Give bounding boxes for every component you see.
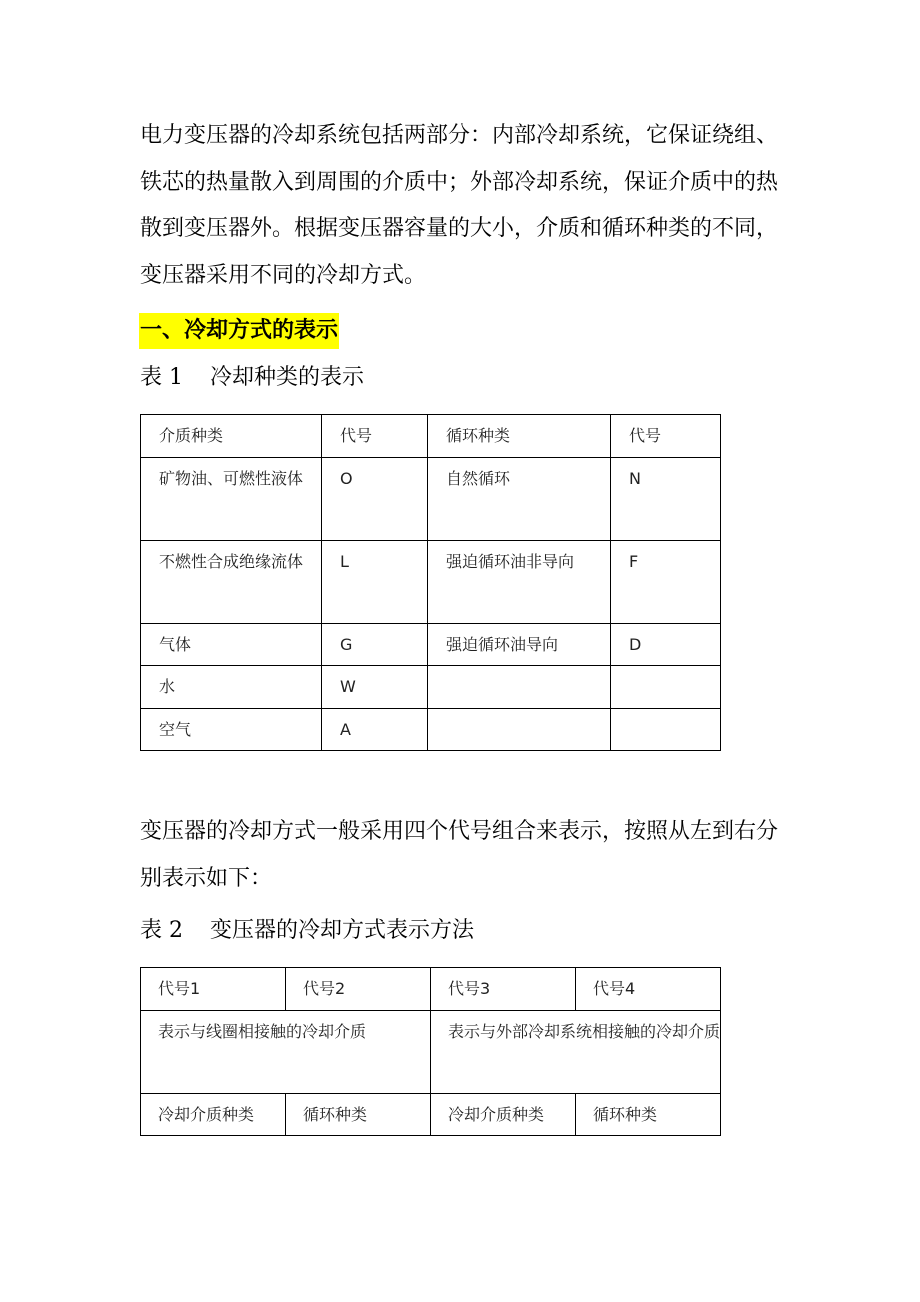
table-cell: G bbox=[322, 623, 428, 666]
section-heading: 一、冷却方式的表示 bbox=[139, 313, 339, 349]
table-cell bbox=[611, 666, 721, 709]
representation-paragraph: 变压器的冷却方式一般采用四个代号组合来表示，按照从左到右分别表示如下： bbox=[140, 819, 779, 891]
table-cell: 强迫循环油非导向 bbox=[428, 540, 611, 623]
header-cell: 代号 bbox=[611, 415, 721, 458]
table-row bbox=[141, 1010, 721, 1093]
kind-cell: 循环种类 bbox=[286, 1093, 431, 1136]
table-row bbox=[141, 623, 721, 666]
table-cell bbox=[611, 708, 721, 751]
table-cell: F bbox=[611, 540, 721, 623]
table-cell: 矿物油、可燃性液体 bbox=[141, 457, 322, 540]
table-cell bbox=[428, 708, 611, 751]
table1-caption-number: 表 1 bbox=[140, 365, 183, 390]
table-header-row bbox=[141, 415, 721, 458]
table-row bbox=[141, 1093, 721, 1136]
table-cell: O bbox=[322, 457, 428, 540]
table1-caption-title: 冷却种类的表示 bbox=[210, 365, 365, 390]
table-row bbox=[141, 666, 721, 709]
table-cell: W bbox=[322, 666, 428, 709]
table1-caption bbox=[140, 363, 364, 393]
header-cell: 介质种类 bbox=[141, 415, 322, 458]
kind-cell: 循环种类 bbox=[576, 1093, 721, 1136]
table-row bbox=[141, 708, 721, 751]
code-cell: 代号1 bbox=[141, 968, 286, 1011]
table-cell: 空气 bbox=[141, 708, 322, 751]
table-cell: 水 bbox=[141, 666, 322, 709]
table-row bbox=[141, 540, 721, 623]
table-cell: 气体 bbox=[141, 623, 322, 666]
table-row bbox=[141, 457, 721, 540]
table2-caption-number: 表 2 bbox=[140, 918, 183, 943]
table2-caption bbox=[140, 916, 474, 946]
table-header-row bbox=[141, 968, 721, 1011]
kind-cell: 冷却介质种类 bbox=[141, 1093, 286, 1136]
code-cell: 代号4 bbox=[576, 968, 721, 1011]
table-cell: 自然循环 bbox=[428, 457, 611, 540]
table-cell: 不燃性合成绝缘流体 bbox=[141, 540, 322, 623]
group-cell: 表示与外部冷却系统相接触的冷却介质 bbox=[431, 1010, 721, 1093]
table-cell: A bbox=[322, 708, 428, 751]
header-cell: 代号 bbox=[322, 415, 428, 458]
table2-caption-title: 变压器的冷却方式表示方法 bbox=[210, 918, 475, 943]
group-cell: 表示与线圈相接触的冷却介质 bbox=[141, 1010, 431, 1093]
header-cell: 循环种类 bbox=[428, 415, 611, 458]
cooling-type-table bbox=[140, 414, 721, 751]
table-cell: 强迫循环油导向 bbox=[428, 623, 611, 666]
table-cell bbox=[428, 666, 611, 709]
table-cell: L bbox=[322, 540, 428, 623]
table-cell: N bbox=[611, 457, 721, 540]
kind-cell: 冷却介质种类 bbox=[431, 1093, 576, 1136]
code-cell: 代号2 bbox=[286, 968, 431, 1011]
intro-paragraph: 电力变压器的冷却系统包括两部分：内部冷却系统，它保证绕组、铁芯的热量散入到周围的介质中；外部冷却系统，保证介质中的热散到变压器外。根据变压器容量的大小，介质和循环种类的不同，变压器采用不同的冷却方式。 bbox=[140, 123, 779, 288]
code-cell: 代号3 bbox=[431, 968, 576, 1011]
table-cell: D bbox=[611, 623, 721, 666]
cooling-method-table bbox=[140, 967, 721, 1136]
